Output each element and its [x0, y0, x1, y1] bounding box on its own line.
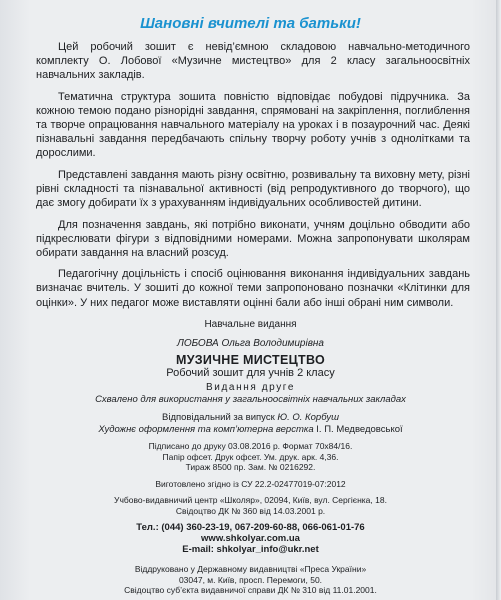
paragraph: Цей робочий зошит є невід’ємною складовою навчально-методичного комплекту О. Лобової «Музичне мистецтво» для 2 класу загальноосвітніх навчальних закладів.	[36, 41, 470, 82]
design-credit	[0, 424, 501, 436]
design-label: Художнє оформлення та комп’ютерна верстка	[98, 423, 314, 435]
print-spec-line: Папір офсет. Друк офсет. Ум. друк. арк. 4,36.	[162, 451, 339, 462]
page-heading: Шановні вчителі та батьки!	[140, 15, 361, 32]
printer-line: 03047, м. Київ, просп. Перемоги, 50.	[178, 574, 323, 585]
phone-numbers: Тел.: (044) 360-23-19, 067-209-60-88, 066-061-01-76	[136, 522, 365, 533]
printer-line: Віддруковано у Державному видавництві «Преса України»	[134, 564, 367, 574]
publisher-line: Учбово-видавничий центр «Школяр», 02094, Київ, вул. Сергієнка, 18.	[114, 495, 387, 505]
paragraph: Представлені завдання мають різну освітню, розвивальну та виховну мету, різні рівні складності та пізнавальної активності (від репродуктивного до творчого), що дає змогу добирати їх з урахуванням індивідуальних особливостей дитини.	[36, 168, 470, 209]
edition-type: Навчальне видання	[204, 319, 297, 330]
contact-info	[0, 522, 501, 555]
paragraph: Педагогічну доцільність і спосіб оцінювання виконання індивідуальних завдань визначає вчитель. У зошиті до кожної теми запропоновано позначки «Клітинки для оцінки». У них педагог може виставляти оцінні бали або інші обрані ним символи.	[36, 268, 470, 309]
print-spec-line: Підписано до друку 03.08.2016 р. Формат 70х84/16.	[148, 441, 353, 451]
approval-note: Схвалено для використання у загальноосвітніх навчальних закладах	[95, 394, 406, 405]
printer-info	[0, 564, 501, 596]
book-subtitle: Робочий зошит для учнів 2 класу	[166, 367, 335, 379]
responsible-name: Ю. О. Корбуш	[277, 412, 339, 423]
book-title: МУЗИЧНЕ МИСТЕЦТВО	[175, 353, 325, 367]
website: www.shkolyar.com.ua	[201, 533, 300, 544]
responsible-label: Відповідальний за випуск	[162, 412, 275, 423]
print-specs	[0, 441, 501, 473]
standard-spec: Виготовлено згідно із СУ 22.2-02477019-07:2012	[155, 478, 346, 489]
publisher-info	[0, 495, 501, 516]
printer-line: Свідоцтво суб’єкта видавничої справи ДК № 310 від 11.01.2001.	[124, 585, 377, 595]
imprint-block	[0, 319, 501, 596]
print-spec-line: Тираж 8500 пр. Зам. № 0216292.	[185, 462, 316, 472]
paragraph: Для позначення завдань, які потрібно виконати, учням доцільно обводити або підкреслювати фігури з відповідними номерами. Можна запропонувати школярам обирати завдання на власний розсуд.	[36, 218, 470, 259]
publisher-line: Свідоцтво ДК № 360 від 14.03.2001 р.	[175, 505, 326, 516]
paragraph: Тематична структура зошита повністю відповідає побудові підручника. За кожною темою подано різнорідні завдання, спрямовані на закріплення, поглиблення та творче опрацювання навчального матеріалу на уроках і в позаурочний час. Деякі пізнавальні завдання передбачають спільну творчу роботу учнів з однолітками та дорослими.	[36, 90, 470, 160]
responsible-credit	[0, 412, 501, 424]
author-name: ЛОБОВА Ольга Володимирівна	[177, 338, 324, 349]
email-address: E-mail: shkolyar_info@ukr.net	[182, 544, 319, 555]
edition-number: Видання друге	[206, 382, 295, 393]
introduction-text	[36, 40, 470, 317]
credits	[0, 412, 501, 435]
design-name: І. П. Медведовської	[316, 423, 403, 435]
